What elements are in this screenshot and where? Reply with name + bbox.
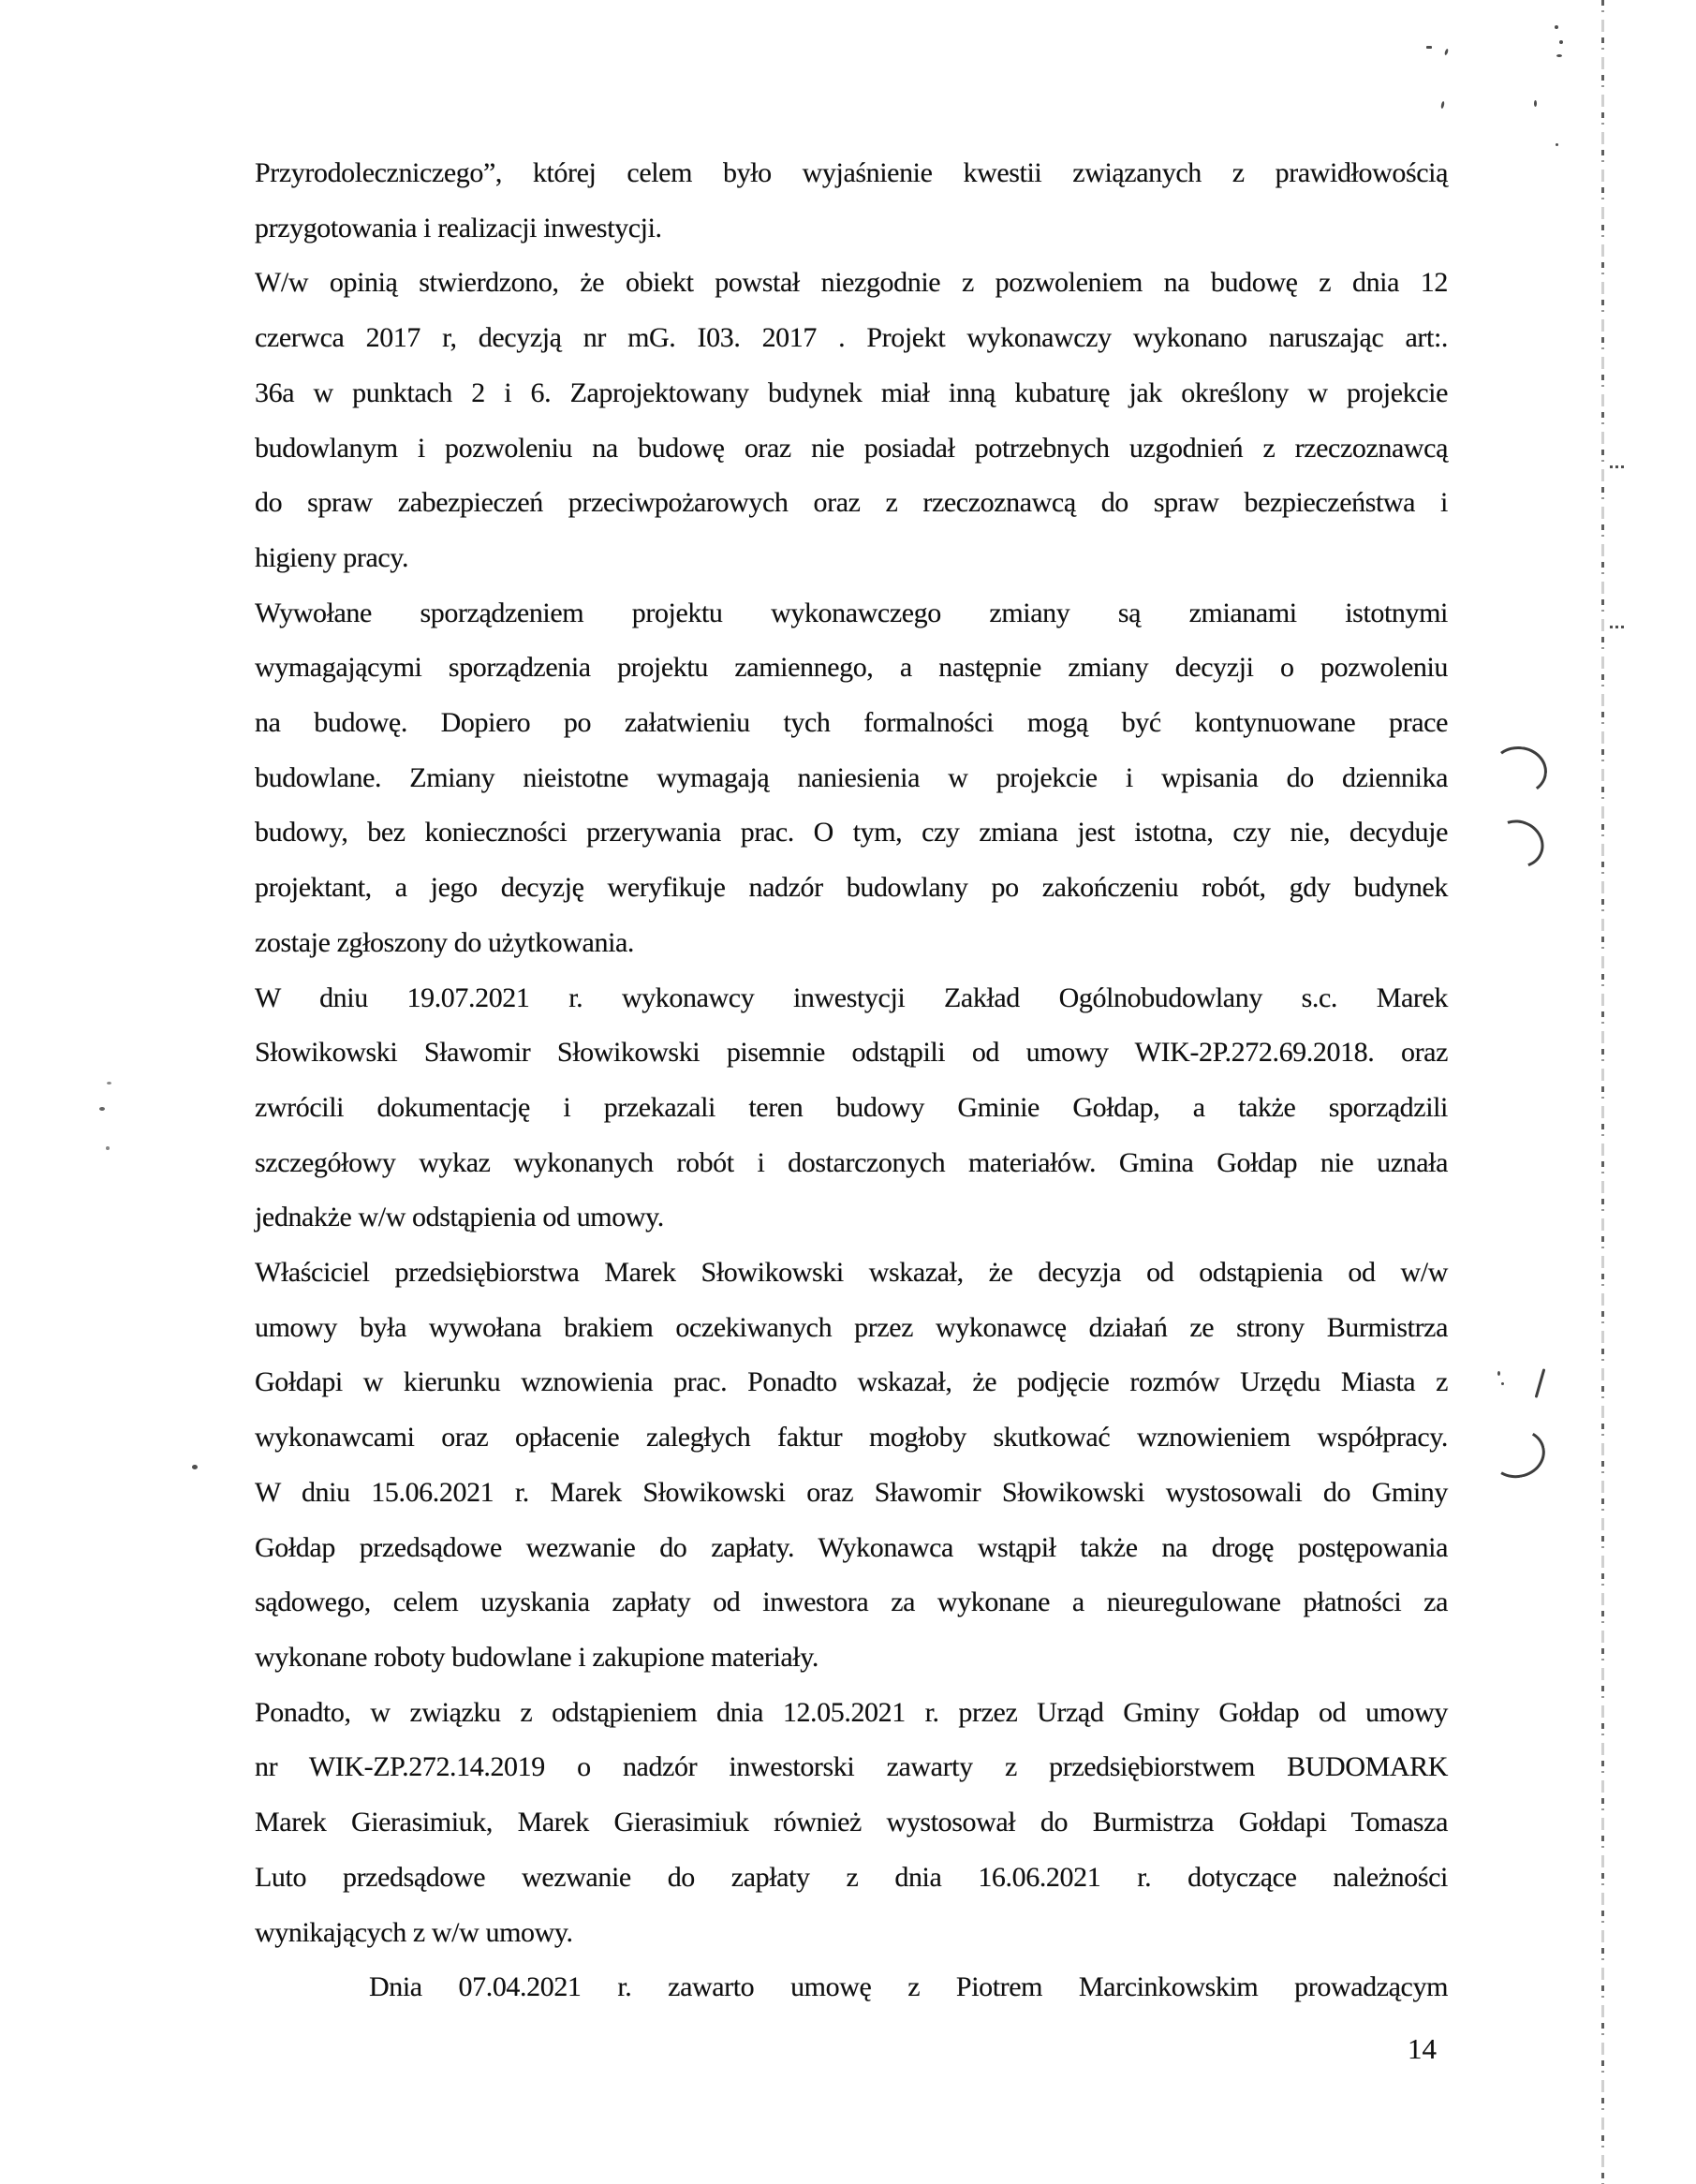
text-line: Marek Gierasimiuk, Marek Gierasimiuk również wystosował do Burmistrza Gołdapi Tomasza [255,1807,1448,1838]
text-line: zwrócili dokumentację i przekazali teren budowy Gminie Gołdap, a także sporządzili [255,1091,1448,1123]
text-line: Wywołane sporządzeniem projektu wykonawczego zmiany są zmianami istotnymi [255,597,1448,628]
scan-speckle [106,1146,110,1150]
page-number: 14 [1408,2032,1437,2065]
text-line: budowlanym i pozwoleniu na budowę oraz nie posiadał potrzebnych uzgodnień z rzeczoznawcą [255,432,1448,464]
text-line: wymagającymi sporządzenia projektu zamiennego, a następnie zmiany decyzji o pozwoleniu [255,652,1448,684]
scan-speckle [1501,1382,1504,1385]
scan-artifact-tick [1610,465,1624,468]
scan-speckle [1426,46,1432,49]
text-line: Gołdap przedsądowe wezwanie do zapłaty. Wykonawca wstąpił także na drogę postępowania [255,1531,1448,1563]
text-line: projektant, a jego decyzję weryfikuje nadzór budowlany po zakończeniu robót, gdy budynek [255,872,1448,904]
text-line: jednakże w/w odstąpienia od umowy. [255,1202,664,1233]
text-line: przygotowania i realizacji inwestycji. [255,212,662,243]
scan-speckle [1534,100,1537,107]
text-line: nr WIK-ZP.272.14.2019 o nadzór inwestorski zawarty z przedsiębiorstwem BUDOMARK [255,1751,1448,1783]
scan-speckle [1556,143,1558,146]
text-line: wykonane roboty budowlane i zakupione materiały. [255,1641,819,1673]
text-line: Właściciel przedsiębiorstwa Marek Słowikowski wskazał, że decyzja od odstąpienia od w/w [255,1257,1448,1289]
scan-speckle [1556,54,1562,57]
scan-artifact-tick [1610,626,1626,628]
text-line: zostaje zgłoszony do użytkowania. [255,926,635,958]
text-line: wynikających z w/w umowy. [255,1916,573,1948]
scan-speckle [99,1107,105,1111]
scan-speckle [1497,1371,1500,1376]
text-line: higieny pracy. [255,541,409,573]
scan-speckle [1559,40,1563,44]
text-line: umowy była wywołana brakiem oczekiwanych przez wykonawcę działań ze strony Burmistrza [255,1311,1448,1343]
scan-artifact-arc [1484,1424,1550,1483]
scan-speckle [192,1465,198,1469]
scan-artifact-arc [1484,812,1551,876]
text-line: Ponadto, w związku z odstąpieniem dnia 12.05.2021 r. przez Urząd Gminy Gołdap od umowy [255,1696,1448,1728]
text-line: Gołdapi w kierunku wznowienia prac. Ponadto wskazał, że podjęcie rozmów Urzędu Miasta z [255,1366,1448,1398]
scan-artifact-stroke [1535,1368,1546,1398]
text-line: 36a w punktach 2 i 6. Zaprojektowany budynek miał inną kubaturę jak określony w projekcie [255,376,1448,408]
text-line: czerwca 2017 r, decyzją nr mG. I03. 2017 . Projekt wykonawczy wykonano naruszając art:. [255,322,1448,354]
text-line: W dniu 19.07.2021 r. wykonawcy inwestycji Zakład Ogólnobudowlany s.c. Marek [255,981,1448,1013]
document-text [255,146,1448,2015]
scan-speckle [1444,49,1449,56]
text-line: Słowikowski Sławomir Słowikowski pisemnie odstąpili od umowy WIK-2P.272.69.2018. oraz [255,1037,1448,1069]
scan-speckle [1555,25,1558,29]
text-line: na budowę. Dopiero po załatwieniu tych formalności mogą być kontynuowane prace [255,707,1448,739]
scan-speckle [1440,101,1445,109]
scan-fold-line [1601,0,1604,2184]
text-line: Przyrodoleczniczego”, której celem było wyjaśnienie kwestii związanych z prawidłowością [255,157,1448,188]
text-line: budowlane. Zmiany nieistotne wymagają naniesienia w projekcie i wpisania do dziennika [255,761,1448,793]
text-line: Luto przedsądowe wezwanie do zapłaty z dnia 16.06.2021 r. dotyczące należności [255,1861,1448,1893]
text-line: sądowego, celem uzyskania zapłaty od inwestora za wykonane a nieuregulowane płatności za [255,1586,1448,1618]
text-line: budowy, bez konieczności przerywania prac. O tym, czy zmiana jest istotna, czy nie, decyduje [255,817,1448,849]
text-line: szczegółowy wykaz wykonanych robót i dostarczonych materiałów. Gmina Gołdap nie uznała [255,1146,1448,1178]
scan-speckle [107,1082,111,1085]
text-line: do spraw zabezpieczeń przeciwpożarowych oraz z rzeczoznawcą do spraw bezpieczeństwa i [255,487,1448,519]
text-line: Dnia 07.04.2021 r. zawarto umowę z Piotrem Marcinkowskim prowadzącym [369,1971,1448,2003]
text-line: W dniu 15.06.2021 r. Marek Słowikowski oraz Sławomir Słowikowski wystosowali do Gminy [255,1476,1448,1508]
text-line: W/w opinią stwierdzono, że obiekt powstał niezgodnie z pozwoleniem na budowę z dnia 12 [255,267,1448,299]
scan-artifact-arc [1488,744,1549,798]
text-line: wykonawcami oraz opłacenie zaległych faktur mogłoby skutkować wznowieniem współpracy. [255,1422,1448,1454]
